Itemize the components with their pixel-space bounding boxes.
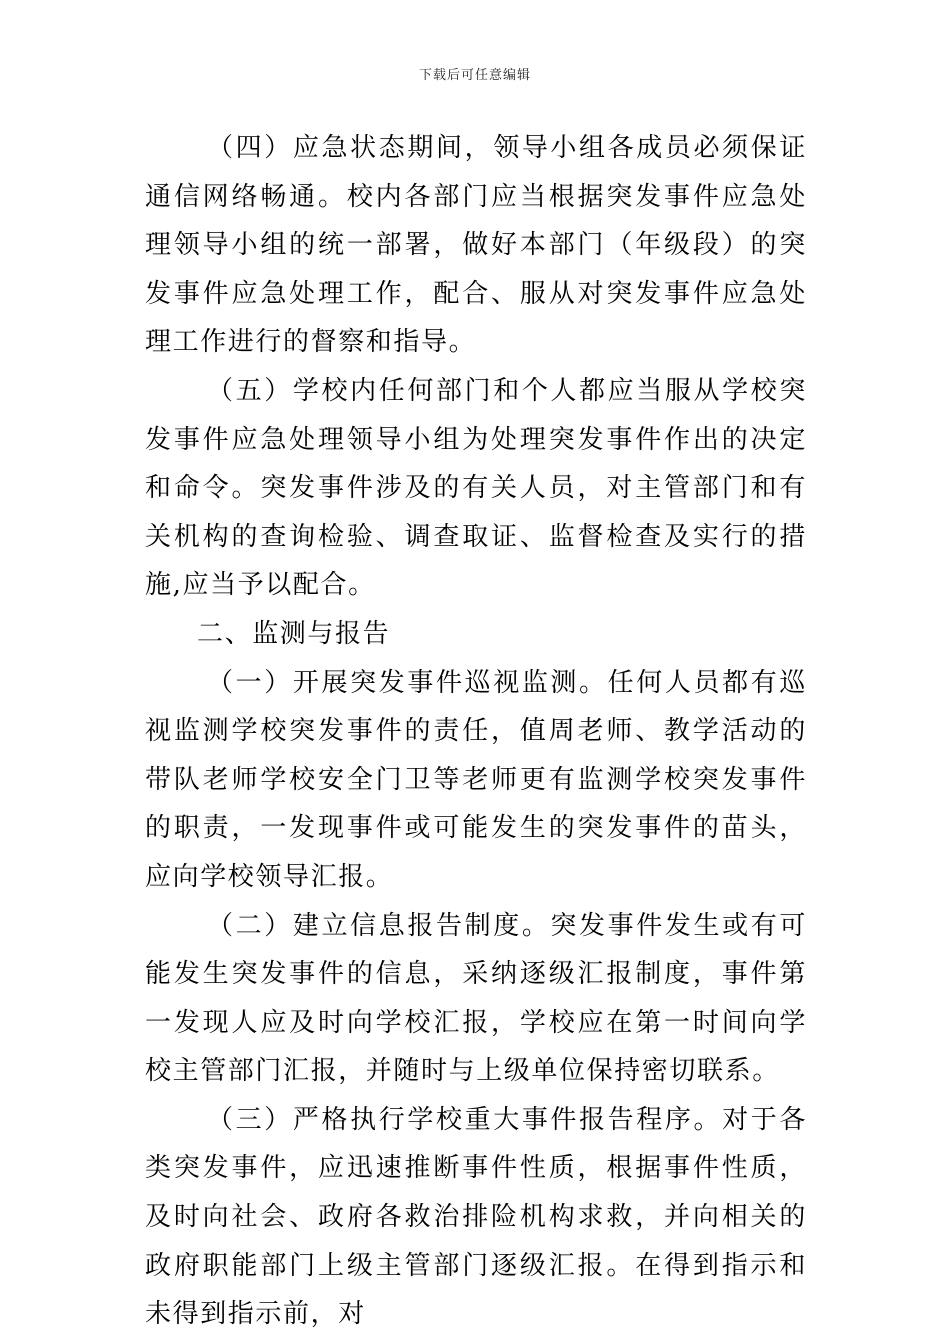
document-body [145,124,807,1339]
paragraph-patrol-monitoring: （一）开展突发事件巡视监测。任何人员都有巡视监测学校突发事件的责任，值周老师、教学活动的带队老师学校安全门卫等老师更有监测学校突发事件的职责，一发现事件或可能发生的突发事件的苗头，应向学校领导汇报。 [145,667,807,892]
section-heading-monitoring-reporting: 二、监测与报告 [197,618,391,649]
paragraph-obey-decisions: （五）学校内任何部门和个人都应当服从学校突发事件应急处理领导小组为处理突发事件作出的决定和命令。突发事件涉及的有关人员，对主管部门和有关机构的查询检验、调查取证、监督检查及实行的措施,应当予以配合。 [145,375,807,601]
paragraph-major-event-procedure: （三）严格执行学校重大事件报告程序。对于各类突发事件，应迅速推断事件性质，根据事件性质，及时向社会、政府各救治排险机构求救，并向相关的政府职能部门上级主管部门逐级汇报。在得到指示和未得到指示前，对 [145,1104,807,1330]
paragraph-emergency-communication: （四）应急状态期间，领导小组各成员必须保证通信网络畅通。校内各部门应当根据突发事件应急处理领导小组的统一部署，做好本部门（年级段）的突发事件应急处理工作，配合、服从对突发事件应急处理工作进行的督察和指导。 [145,133,807,358]
paragraph-information-reporting: （二）建立信息报告制度。突发事件发生或有可能发生突发事件的信息，采纳逐级汇报制度，事件第一发现人应及时向学校汇报，学校应在第一时间向学校主管部门汇报，并随时与上级单位保持密切联系。 [145,910,807,1087]
page-header: 下载后可任意编辑 [418,68,531,83]
